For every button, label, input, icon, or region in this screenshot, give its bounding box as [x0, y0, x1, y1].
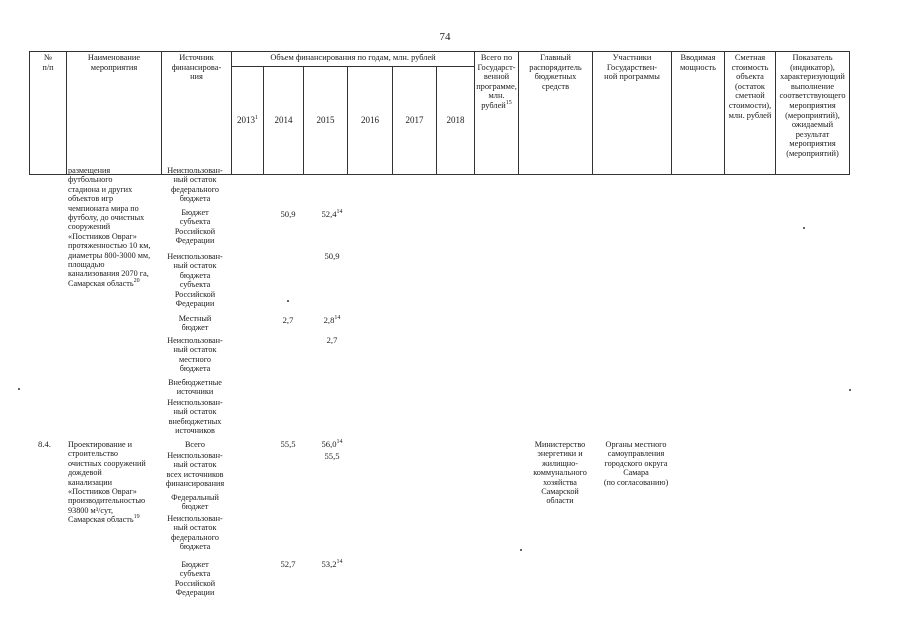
source-line: федерального: [171, 532, 219, 542]
block1-source-0: [158, 166, 232, 204]
header-source-text: Источник финансирова- ния: [171, 53, 222, 82]
name-line: стадиона и других: [68, 184, 133, 194]
block1-source-2: [158, 252, 232, 308]
year-label: 2016: [361, 114, 379, 125]
scan-speck: [287, 300, 289, 302]
block2-v2015-0: [310, 440, 354, 449]
name-line: [68, 515, 160, 524]
source-line: финансирования: [165, 479, 225, 489]
source-line: федерального: [171, 184, 219, 194]
value-text: 53,2: [321, 559, 337, 569]
block2-v2015-4: [310, 560, 354, 569]
name-line: сооружений: [68, 222, 111, 232]
source-line: источники: [176, 387, 214, 397]
participants-line: Самара: [623, 468, 649, 478]
source-line: Федерации: [175, 588, 215, 598]
name-line: диаметры 800-3000 мм,: [68, 250, 151, 260]
name-line: [68, 279, 160, 288]
manager-line: хозяйства: [543, 477, 577, 487]
source-line: Федеральный: [171, 493, 219, 502]
scan-speck: [849, 389, 851, 391]
block1-source-1: [158, 208, 232, 246]
year-label: 2014: [274, 114, 293, 125]
manager-line: Министерство: [534, 440, 586, 449]
source-line: бюджет: [181, 502, 209, 512]
name-line: производительностью: [68, 496, 146, 506]
name-line-text: Самарская область: [68, 515, 134, 525]
block2-source-3: [158, 514, 232, 552]
source-line: ный остаток: [173, 460, 217, 470]
manager-line: области: [546, 496, 574, 506]
header-estimate-text: Сметная стоимость объекта (остаток сметной стоимости), млн. рублей: [728, 53, 772, 120]
source-line: местного: [179, 354, 211, 364]
source-line: Внебюджетные: [168, 378, 222, 387]
name-line: размещения: [68, 166, 111, 175]
participants-line: городского округа: [604, 458, 668, 468]
scan-speck: [803, 227, 805, 229]
scan-speck: [18, 388, 20, 390]
source-line: субъекта: [179, 280, 211, 290]
name-line: «Постников Овраг»: [68, 487, 137, 497]
source-line: Российской: [174, 226, 216, 236]
block2-source-0: [158, 440, 232, 449]
block2-source-4: [158, 560, 232, 598]
block1-v2015-1: [310, 210, 354, 219]
name-sup: 19: [133, 514, 140, 521]
name-line: дождевой: [68, 468, 102, 478]
block1-source-3: [158, 314, 232, 333]
source-line: бюджета: [179, 364, 211, 374]
participants-line: Органы местного: [605, 440, 667, 449]
name-line: очистных сооружений: [68, 458, 146, 468]
source-line: ный остаток: [173, 175, 217, 185]
header-name-text: Наименование мероприятия: [87, 53, 141, 72]
name-line: футбольного: [68, 175, 113, 185]
block2-participants: [596, 440, 676, 487]
header-capacity-text: Вводимая мощность: [679, 53, 716, 72]
name-line: объектов игр: [68, 194, 114, 204]
value-sup: 14: [336, 559, 343, 565]
source-line: источников: [175, 426, 215, 436]
name-line: футболу, до очистных: [68, 213, 145, 223]
source-line: бюджет: [181, 323, 209, 333]
block1-v2014-3: 2,7: [282, 315, 294, 325]
header-total-text: Всего по Государст- венной программе, млн. рублей: [476, 53, 517, 110]
source-line: Бюджет: [181, 560, 209, 569]
header-total-sup: 15: [505, 99, 512, 106]
block1-v2015-4: 2,7: [326, 335, 338, 345]
source-line: Всего: [184, 440, 206, 449]
name-line: чемпионата мира по: [68, 203, 139, 213]
source-line: бюджета: [179, 270, 211, 280]
source-line: ный остаток: [173, 523, 217, 533]
block2-v2014-0: 55,5: [280, 439, 296, 449]
source-line: ный остаток: [173, 261, 217, 271]
source-line: Бюджет: [181, 208, 209, 217]
block2-v2015-1: 55,5: [324, 451, 340, 461]
source-line: Российской: [174, 578, 216, 588]
manager-line: коммунального: [533, 468, 587, 478]
manager-line: энергетики и: [537, 449, 583, 459]
block2-name: [68, 440, 160, 525]
manager-line: жилищно-: [541, 458, 578, 468]
block2-manager: [526, 440, 594, 506]
block1-source-5: [158, 378, 232, 397]
header-no-text: № п/п: [42, 53, 54, 72]
header-participants-text: Участники Государствен- ной программы: [604, 53, 660, 82]
name-line: канализования 2070 га,: [68, 269, 149, 279]
source-line: бюджета: [179, 194, 211, 204]
source-line: бюджета: [179, 542, 211, 552]
source-line: Неиспользован-: [167, 166, 223, 175]
name-line: строительство: [68, 449, 119, 459]
year-label: 2015: [316, 114, 335, 125]
source-line: Федерации: [175, 236, 215, 246]
header-manager-text: Главный распорядитель бюджетных средств: [529, 53, 582, 91]
source-line: ный остаток: [173, 407, 217, 417]
source-line: ный остаток: [173, 345, 217, 355]
header-indicator-text: Показатель (индикатор), характеризующий выполнение соответствующего мероприятия (мероприятий), ожидаемый результат мероприятия (мероприятий): [779, 53, 846, 158]
block1-source-4: [158, 336, 232, 374]
value-sup: 14: [336, 209, 343, 215]
block2-v2014-4: 52,7: [280, 559, 296, 569]
year-label: 2018: [446, 114, 465, 125]
year-label: 2017: [405, 114, 424, 125]
name-line-text: Самарская область: [68, 278, 134, 288]
source-line: всех источников: [166, 469, 224, 479]
value-sup: 14: [334, 315, 341, 321]
name-line: протяженностью 10 км,: [68, 241, 151, 251]
block2-source-2: [158, 493, 232, 512]
value-text: 52,4: [321, 209, 337, 219]
value-text: 2,8: [323, 315, 335, 325]
source-line: внебюджетных: [168, 416, 222, 426]
block1-v2014-1: 50,9: [280, 209, 296, 219]
page-number: 74: [439, 31, 451, 43]
name-line: канализации: [68, 477, 113, 487]
participants-line: самоуправления: [607, 449, 665, 459]
source-line: Неиспользован-: [167, 398, 223, 407]
source-line: Неиспользован-: [167, 514, 223, 523]
block1-source-6: [158, 398, 232, 436]
block1-name: [68, 166, 160, 288]
source-line: субъекта: [179, 569, 211, 579]
block2-source-1: [158, 451, 232, 489]
name-line: площадью: [68, 260, 105, 270]
year-sup: 1: [255, 114, 258, 121]
name-line: 93800 м³/сут,: [68, 505, 114, 515]
value-sup: 14: [336, 439, 343, 445]
year-label: 2013: [237, 114, 255, 125]
manager-line: Самарской: [541, 487, 579, 497]
value-text: 56,0: [321, 439, 337, 449]
header-volume-text: Объем финансирования по годам, млн. рублей: [270, 53, 436, 62]
source-line: Неиспользован-: [167, 451, 223, 460]
source-line: Федерации: [175, 299, 215, 309]
name-line: Проектирование и: [68, 440, 133, 449]
source-line: субъекта: [179, 217, 211, 227]
source-line: Неиспользован-: [167, 252, 223, 261]
name-line: «Постников Овраг»: [68, 231, 137, 241]
source-line: Местный: [178, 314, 212, 323]
source-line: Неиспользован-: [167, 336, 223, 345]
source-line: Российской: [174, 289, 216, 299]
block2-number: 8.4.: [38, 439, 51, 449]
block1-v2015-3: [310, 316, 354, 325]
name-sup: 20: [133, 277, 140, 284]
block1-v2015-2: 50,9: [324, 251, 340, 261]
scan-speck: [520, 549, 522, 551]
participants-line: (по согласованию): [603, 477, 669, 487]
